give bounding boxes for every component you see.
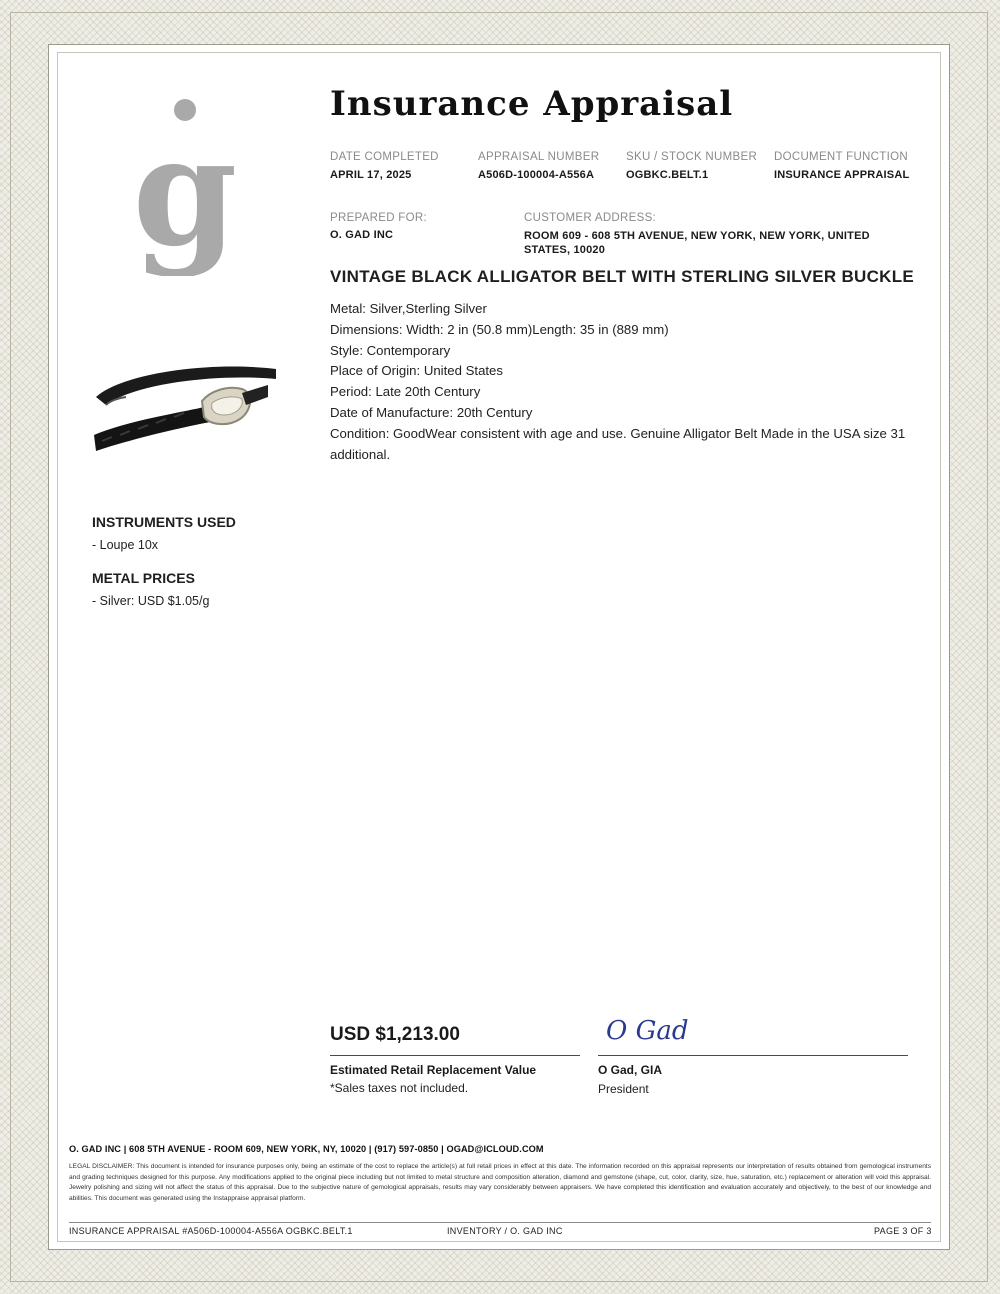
item-description <box>330 299 920 465</box>
appraisal-number-label: APPRAISAL NUMBER <box>478 151 600 163</box>
signer-role: President <box>598 1082 649 1096</box>
date-completed-block <box>330 151 470 181</box>
prepared-for-value: O. GAD INC <box>330 229 394 241</box>
tax-note: *Sales taxes not included. <box>330 1081 469 1095</box>
prepared-for-label: PREPARED FOR: <box>330 212 427 224</box>
item-line-condition: Condition: GoodWear consistent with age and use. Genuine Alligator Belt Made in the USA size 31 additional. <box>330 425 906 462</box>
customer-address-value: ROOM 609 - 608 5TH AVENUE, NEW YORK, NEW YORK, UNITED STATES, 10020 <box>524 230 870 256</box>
instruments-value: - Loupe 10x <box>92 538 159 552</box>
item-title: VINTAGE BLACK ALLIGATOR BELT WITH STERLING SILVER BUCKLE <box>330 267 915 286</box>
document-function-block <box>774 151 924 181</box>
instruments-heading: INSTRUMENTS USED <box>92 514 236 530</box>
document-function-value: INSURANCE APPRAISAL <box>774 169 910 181</box>
belt-photo-icon <box>92 355 278 455</box>
signature-script: O Gad <box>606 1016 689 1046</box>
legal-disclaimer: LEGAL DISCLAIMER: This document is intended for insurance purposes only, being an estimate of the cost to replace the article(s) at full retail prices in effect at this date. The information recorded on this appraisal represents our interpretation of results obtained from gemological instruments and grading techniques designed for this purpose. Any modifications applied to the original piece including but not limited to metal structure and composition alteration, diamond and gemstone (shape, cut, color, clarity, size, hue, saturation, etc.) replacement or alteration will void this appraisal. Jewelry polishing and sizing will not affect the status of this appraisal. Due to the subjective nature of gemological appraisals, results may vary considerably between appraisers. We have completed this identification and evaluation accurately and objectively, to the best of our knowledge and abilities. This document was generated using the Instappraise appraisal platform. <box>69 1163 931 1202</box>
item-line-period: Period: Late 20th Century <box>330 384 481 400</box>
item-photo <box>92 355 278 455</box>
logo-letter: g <box>132 104 238 276</box>
signer-name: O Gad, GIA <box>598 1063 663 1077</box>
page-title: Insurance Appraisal <box>330 84 734 124</box>
metal-prices-value: - Silver: USD $1.05/g <box>92 594 210 608</box>
footer-rule <box>69 1222 931 1223</box>
item-line-origin: Place of Origin: United States <box>330 363 503 379</box>
date-completed-label: DATE COMPLETED <box>330 151 439 163</box>
document-function-label: DOCUMENT FUNCTION <box>774 151 908 163</box>
metal-prices-section <box>92 570 292 608</box>
footer-page-number: PAGE 3 OF 3 <box>874 1226 932 1236</box>
appraisal-number-value: A506D-100004-A556A <box>478 169 595 181</box>
metal-prices-heading: METAL PRICES <box>92 570 195 586</box>
footer-contact: O. GAD INC | 608 5TH AVENUE - ROOM 609, NEW YORK, NY, 10020 | (917) 597-0850 | OGAD@ICLOUD.COM <box>69 1144 544 1154</box>
customer-address-block <box>524 212 904 257</box>
price-label: Estimated Retail Replacement Value <box>330 1063 537 1077</box>
prepared-for-block <box>330 212 510 241</box>
sku-value: OGBKC.BELT.1 <box>626 169 709 181</box>
item-line-metal: Metal: Silver,Sterling Silver <box>330 301 487 316</box>
instruments-section <box>92 514 292 552</box>
signature-rule <box>598 1055 908 1056</box>
footer-center: INVENTORY / O. GAD INC <box>447 1226 563 1236</box>
appraisal-number-block <box>478 151 618 181</box>
sku-block <box>626 151 766 181</box>
item-line-style: Style: Contemporary <box>330 342 451 358</box>
customer-address-label: CUSTOMER ADDRESS: <box>524 212 657 224</box>
item-line-dimensions: Dimensions: Width: 2 in (50.8 mm)Length: 35 in (889 mm) <box>330 321 669 337</box>
footer-left: INSURANCE APPRAISAL #A506D-100004-A556A OGBKC.BELT.1 <box>69 1226 353 1236</box>
appraised-price: USD $1,213.00 <box>330 1024 460 1045</box>
price-rule <box>330 1055 580 1056</box>
sku-label: SKU / STOCK NUMBER <box>626 151 758 163</box>
item-line-manufacture: Date of Manufacture: 20th Century <box>330 404 533 420</box>
date-completed-value: APRIL 17, 2025 <box>330 169 412 181</box>
logo-icon <box>92 96 282 276</box>
company-logo <box>92 96 282 276</box>
